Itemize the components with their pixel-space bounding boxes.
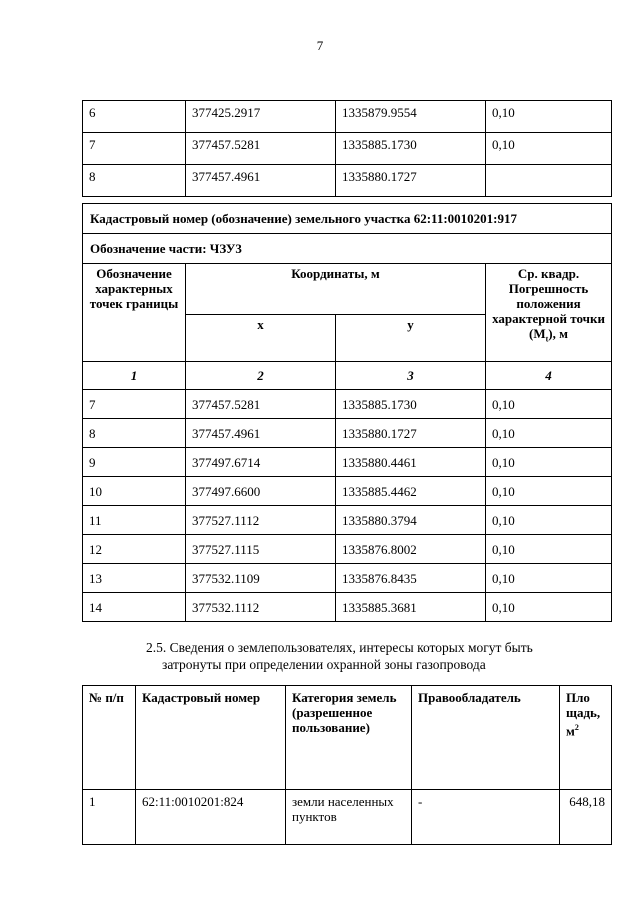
cell-x: 377497.6714 (186, 448, 336, 477)
table-row (83, 593, 612, 622)
cell-cat: земли населенных пунктов (286, 790, 412, 845)
cell-n: 11 (83, 506, 186, 535)
page-number: 7 (316, 38, 324, 53)
cell-m: 0,10 (486, 477, 612, 506)
cell-n: 8 (83, 165, 186, 197)
cell-x: 377425.2917 (186, 101, 336, 133)
cell-n: 1 (83, 790, 136, 845)
table-row (83, 564, 612, 593)
header-cadastral: Кадастровый номер (136, 686, 286, 790)
cell-n: 13 (83, 564, 186, 593)
land-users-table (82, 685, 612, 845)
cell-m: 0,10 (486, 564, 612, 593)
header-y: y (336, 314, 486, 362)
cell-y: 1335880.4461 (336, 448, 486, 477)
cell-m (486, 165, 612, 197)
table-row (83, 419, 612, 448)
parcel-coordinates-table (82, 203, 612, 622)
header-category: Категория земель (разрешенное пользование) (286, 686, 412, 790)
table-row (83, 390, 612, 419)
table-row (83, 133, 612, 165)
cell-x: 377457.5281 (186, 390, 336, 419)
header-error: Ср. квадр. Погрешность положения характерной точки $(M_t)$, м (486, 264, 612, 362)
cell-y: 1335880.1727 (336, 165, 486, 197)
table-row (83, 101, 612, 133)
header-num: № п/п (83, 686, 136, 790)
parcel-title: Кадастровый номер (обозначение) земельного участка 62:11:0010201:917 (83, 204, 612, 234)
cell-n: 12 (83, 535, 186, 564)
table-row (83, 506, 612, 535)
cell-y: 1335885.1730 (336, 390, 486, 419)
cell-x: 377532.1112 (186, 593, 336, 622)
cell-area: 648,18 (560, 790, 612, 845)
cell-y: 1335885.1730 (336, 133, 486, 165)
cell-m: 0,10 (486, 506, 612, 535)
cell-y: 1335880.1727 (336, 419, 486, 448)
cell-m: 0,10 (486, 101, 612, 133)
cell-x: 377532.1109 (186, 564, 336, 593)
cell-n: 8 (83, 419, 186, 448)
cell-m: 0,10 (486, 535, 612, 564)
table-row (83, 477, 612, 506)
cell-n: 14 (83, 593, 186, 622)
table-row (83, 535, 612, 564)
cell-n: 7 (83, 133, 186, 165)
column-number: 1 (83, 362, 186, 390)
cell-y: 1335879.9554 (336, 101, 486, 133)
cell-owner: - (412, 790, 560, 845)
header-x: x (186, 314, 336, 362)
header-area: Пло щадь, $м^2$ (560, 686, 612, 790)
cell-n: 6 (83, 101, 186, 133)
section-heading (146, 639, 606, 673)
table-row (83, 165, 612, 197)
cell-m: 0,10 (486, 448, 612, 477)
coordinates-table-continued (82, 100, 612, 197)
cell-x: 377527.1115 (186, 535, 336, 564)
header-point: Обозначение характерных точек границы (83, 264, 186, 362)
column-number: 2 (186, 362, 336, 390)
part-designation: Обозначение части: ЧЗУ3 (83, 234, 612, 264)
header-owner: Правообладатель (412, 686, 560, 790)
column-number: 4 (486, 362, 612, 390)
cell-x: 377457.4961 (186, 165, 336, 197)
cell-n: 9 (83, 448, 186, 477)
section-heading-line1: 2.5. Сведения о землепользователях, интересы которых могут быть (146, 640, 533, 655)
cell-n: 7 (83, 390, 186, 419)
cell-m: 0,10 (486, 593, 612, 622)
cell-y: 1335885.3681 (336, 593, 486, 622)
table-row (83, 448, 612, 477)
cell-y: 1335885.4462 (336, 477, 486, 506)
header-coordinates: Координаты, м (186, 264, 486, 315)
section-heading-line2: затронуты при определении охранной зоны газопровода (162, 657, 486, 672)
cell-cad: 62:11:0010201:824 (136, 790, 286, 845)
cell-y: 1335880.3794 (336, 506, 486, 535)
cell-m: 0,10 (486, 419, 612, 448)
cell-m: 0,10 (486, 390, 612, 419)
column-number: 3 (336, 362, 486, 390)
cell-x: 377497.6600 (186, 477, 336, 506)
cell-x: 377457.4961 (186, 419, 336, 448)
cell-m: 0,10 (486, 133, 612, 165)
cell-y: 1335876.8435 (336, 564, 486, 593)
cell-n: 10 (83, 477, 186, 506)
cell-x: 377457.5281 (186, 133, 336, 165)
cell-y: 1335876.8002 (336, 535, 486, 564)
cell-x: 377527.1112 (186, 506, 336, 535)
table-row (83, 790, 612, 845)
